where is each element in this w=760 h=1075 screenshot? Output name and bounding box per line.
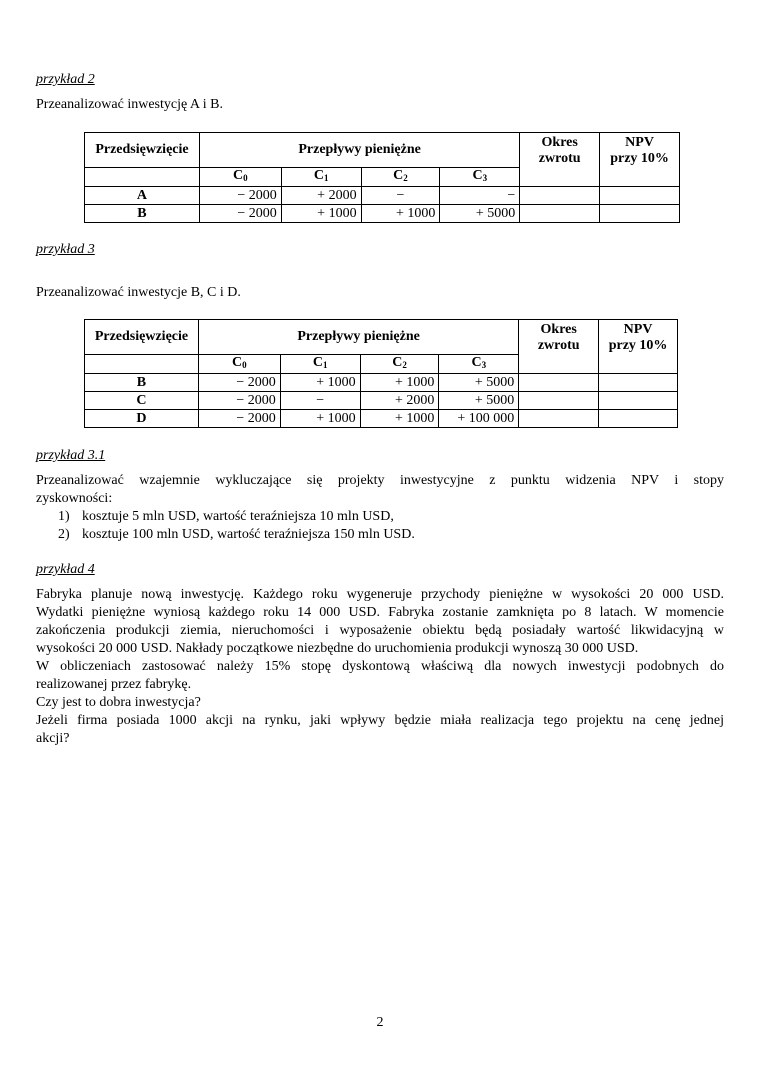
section-heading-example-3: przykład 3	[36, 242, 95, 257]
header-project: Przedsięwzięcie	[85, 133, 200, 168]
header-npv: NPV przy 10%	[600, 133, 680, 187]
table-row: B − 2000 + 1000 + 1000 + 5000	[85, 374, 678, 392]
body-line: wysokości 20 000 USD. Nakłady początkowe niezbędne do uruchomienia produkcji wynoszą 30 000 USD.	[36, 641, 639, 656]
table-row: D − 2000 + 1000 + 1000 + 100 000	[85, 410, 678, 428]
cash-flow-table-1	[84, 132, 680, 223]
cash-flow-table-2	[84, 319, 678, 428]
list-item: 1) kosztuje 5 mln USD, wartość teraźniejsza 10 mln USD,	[58, 509, 394, 524]
table-row: C − 2000 − + 2000 + 5000	[85, 392, 678, 410]
subheader-c2: $C_2$	[360, 355, 439, 374]
section-heading-example-3-1: przykład 3.1	[36, 448, 106, 463]
header-project: Przedsięwzięcie	[85, 320, 199, 355]
body-line: Jeżeli firma posiada 1000 akcji na rynku, jaki wpływy będzie miała realizacja tego projektu na cenę jednej	[36, 713, 724, 728]
header-payback: Okres zwrotu	[519, 320, 599, 374]
example-4-body	[36, 586, 724, 748]
header-cash-flows: Przepływy pieniężne	[199, 133, 519, 168]
section-intro-example-3: Przeanalizować inwestycje B, C i D.	[36, 285, 241, 300]
subheader-c2: $C_2$	[361, 168, 440, 187]
project-list	[58, 508, 415, 544]
section-heading-example-4: przykład 4	[36, 562, 95, 577]
subheader-c0: $C_0$	[199, 168, 281, 187]
body-line: zakończenia produkcji ziemia, nieruchomości i wyposażenie obiektu będą posiadały wartość likwidacyjną w	[36, 623, 724, 638]
body-line: Wydatki pieniężne wyniosą każdego roku 14 000 USD. Fabryka zostanie zamknięta po 8 latach. W momencie	[36, 605, 724, 620]
section-intro-line-1: Przeanalizować wzajemnie wykluczające się projekty inwestycyjne z punktu widzenia NPV i stopy	[36, 473, 724, 488]
body-line: akcji?	[36, 731, 70, 746]
empty-cell	[85, 355, 199, 374]
section-heading-example-2: przykład 2	[36, 72, 95, 87]
page-number: 2	[376, 1015, 384, 1030]
section-intro-line-2: zyskowności:	[36, 491, 113, 506]
body-line: W obliczeniach zastosować należy 15% stopę dyskontową właściwą dla nowych inwestycji podobnych do	[36, 659, 724, 674]
subheader-c1: $C_1$	[280, 355, 360, 374]
body-line: realizowanej przez fabrykę.	[36, 677, 192, 692]
table-row: A − 2000 + 2000 − −	[85, 187, 680, 205]
list-item: 2) kosztuje 100 mln USD, wartość teraźniejsza 150 mln USD.	[58, 527, 415, 542]
header-cash-flows: Przepływy pieniężne	[198, 320, 518, 355]
empty-cell	[85, 168, 200, 187]
header-payback: Okres zwrotu	[520, 133, 600, 187]
body-line: Czy jest to dobra inwestycja?	[36, 695, 201, 710]
subheader-c3: $C_3$	[440, 168, 520, 187]
body-line: Fabryka planuje nową inwestycję. Każdego roku wygeneruje przychody pieniężne w wysokości 20 000 USD.	[36, 587, 724, 602]
subheader-c1: $C_1$	[281, 168, 361, 187]
section-intro-example-2: Przeanalizować inwestycję A i B.	[36, 97, 223, 112]
header-npv: NPV przy 10%	[599, 320, 678, 374]
subheader-c0: $C_0$	[198, 355, 280, 374]
subheader-c3: $C_3$	[439, 355, 519, 374]
table-row: B − 2000 + 1000 + 1000 + 5000	[85, 205, 680, 223]
